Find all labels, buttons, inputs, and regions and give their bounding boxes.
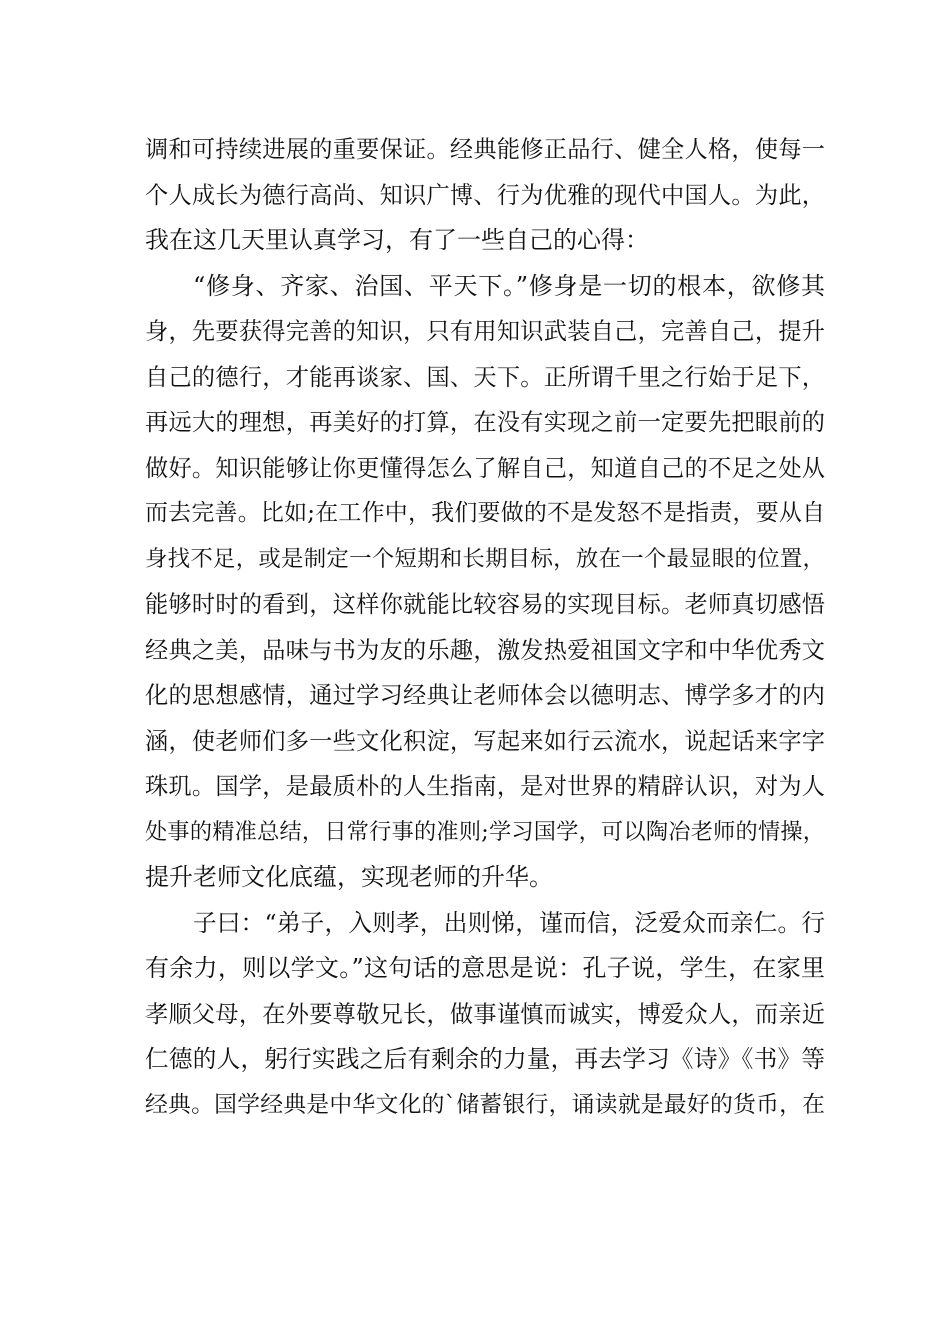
paragraph-end-line: 提升老师文化底蕴，实现老师的升华。	[145, 863, 553, 891]
text-line: 珠玑。国学，是最质朴的人生指南，是对世界的精辟认识，对为人	[145, 773, 825, 800]
text-line: 做好。知识能够让你更懂得怎么了解自己，知道自己的不足之处从	[145, 454, 825, 482]
text-line: 而去完善。比如;在工作中，我们要做的不是发怒不是指责，要从自	[145, 500, 825, 526]
text-line: 涵，使老师们多一些文化积淀，写起来如行云流水，说起话来字字	[145, 727, 825, 755]
text-line: 仁德的人，躬行实践之后有剩余的力量，再去学习《诗》《书》等	[145, 1045, 825, 1073]
paragraph-start-line: “修身、齐家、治国、平天下。”修身是一切的根本，欲修其	[193, 271, 825, 300]
text-line: 经典。国学经典是中华文化的`储蓄银行，诵读就是最好的货币，在	[145, 1091, 825, 1118]
paragraph-start-line: 子曰：“弟子，入则孝，出则悌，谨而信，泛爱众而亲仁。行	[193, 908, 825, 937]
text-line: 个人成长为德行高尚、知识广博、行为优雅的现代中国人。为此，	[145, 181, 825, 209]
text-line: 再远大的理想，再美好的打算，在没有实现之前一定要先把眼前的	[145, 409, 825, 436]
text-line: 身，先要获得完善的知识，只有用知识武装自己，完善自己，提升	[145, 318, 825, 345]
text-line: 孝顺父母，在外要尊敬兄长，做事谨慎而诚实，博爱众人，而亲近	[145, 1000, 825, 1028]
paragraph-end-line: 我在这几天里认真学习，有了一些自己的心得：	[145, 226, 649, 254]
text-line: 有余力，则以学文。”这句话的意思是说：孔子说，学生，在家里	[145, 954, 825, 982]
text-line: 化的思想感情，通过学习经典让老师体会以德明志、博学多才的内	[145, 682, 825, 709]
text-line: 自己的德行，才能再谈家、国、天下。正所谓千里之行始于足下，	[145, 363, 825, 391]
body-text	[145, 127, 825, 1128]
text-line: 处事的精准总结，日常行事的准则;学习国学，可以陶冶老师的情操，	[145, 818, 825, 845]
text-line: 调和可持续进展的重要保证。经典能修正品行、健全人格，使每一	[145, 136, 825, 163]
text-line: 能够时时的看到，这样你就能比较容易的实现目标。老师真切感悟	[145, 591, 825, 618]
text-line: 经典之美，品味与书为友的乐趣，激发热爱祖国文字和中华优秀文	[145, 636, 825, 664]
text-line: 身找不足，或是制定一个短期和长期目标，放在一个最显眼的位置，	[145, 545, 825, 572]
